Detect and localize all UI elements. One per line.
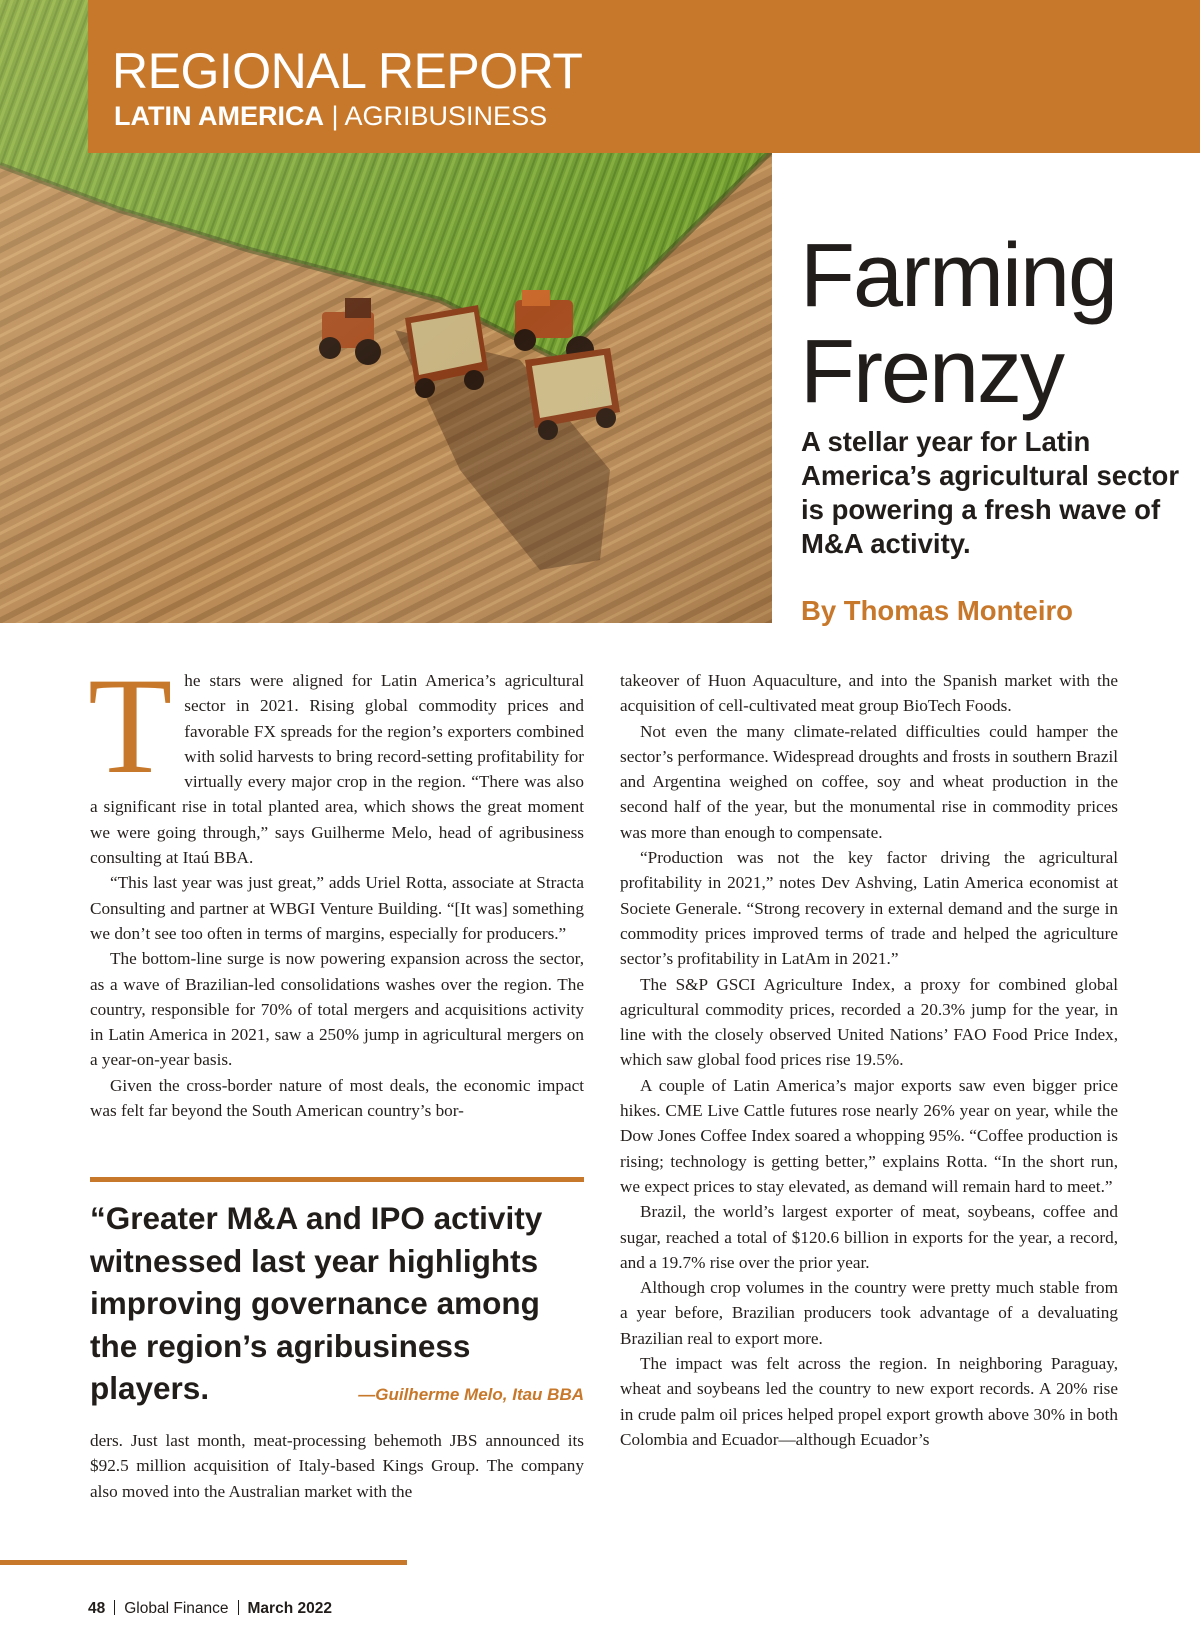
- body-paragraph: A couple of Latin America’s major exports saw even bigger price hikes. CME Live Cattle futures rose nearly 26% year on year, while the Dow Jones Coffee Index soared a whopping 95%. “Coffee production is rising; technology is getting better,” explains Rotta. “In the short run, we expect prices to stay elevated, as demand will remain hard to meet.”: [620, 1075, 1118, 1196]
- body-paragraph: Although crop volumes in the country were pretty much stable from a year before, Brazilian producers took advantage of a devaluating Brazilian real to export more.: [620, 1278, 1118, 1348]
- body-paragraph: Brazil, the world’s largest exporter of meat, soybeans, coffee and sugar, reached a total of $120.6 billion in exports for the year, a record, and a 19.7% rise over the prior year.: [620, 1202, 1118, 1272]
- page-footer: [88, 1600, 332, 1618]
- body-paragraph: ders. Just last month, meat-processing behemoth JBS announced its $92.5 million acquisition of Italy-based Kings Group. The company also moved into the Australian market with the: [90, 1431, 584, 1501]
- body-paragraph: “Production was not the key factor driving the agricultural profitability in 2021,” notes Dev Ashving, Latin America economist at Societe Generale. “Strong recovery in external demand and the surge in commodity prices improved terms of trade and helped the agriculture sector’s profitability in LatAm in 2021.”: [620, 848, 1118, 969]
- body-paragraph-text: he stars were aligned for Latin America’s agricultural sector in 2021. Rising global commodity prices and favorable FX spreads for the region’s exporters combined with solid harvests to bring record-setting profitability for virtually every major crop in the region. “There was also a significant rise in total planted area, which shows the great moment we were going through,” says Guilherme Melo, head of agribusiness consulting at Itaú BBA.: [90, 671, 584, 868]
- body-paragraph: Given the cross-border nature of most deals, the economic impact was felt far beyond the South American country’s bor-: [90, 1075, 584, 1121]
- body-paragraph: Not even the many climate-related difficulties could hamper the sector’s performance. Widespread droughts and frosts in southern Brazil and Argentina weighed on coffee, soy and wheat production in the second half of the year, but the monumental rise in commodity prices was more than enough to compensate.: [620, 721, 1118, 842]
- section-subkicker: [114, 101, 547, 131]
- drop-cap: T: [88, 649, 173, 802]
- issue-date: March 2022: [247, 1600, 332, 1617]
- body-paragraph: The impact was felt across the region. In neighboring Paraguay, wheat and soybeans led the country to new export records. A 20% rise in crude palm oil prices helped propel export growth above 30% in both Colombia and Ecuador—although Ecuador’s: [620, 1354, 1118, 1449]
- article-byline: By Thomas Monteiro: [801, 595, 1073, 626]
- body-paragraph: The S&P GSCI Agriculture Index, a proxy for combined global agricultural commodity prices, recorded a 20.3% jump for the year, in line with the closely observed United Nations’ FAO Food Price Index, which saw global food prices rise 19.5%.: [620, 974, 1118, 1070]
- sector-label: AGRIBUSINESS: [344, 101, 548, 131]
- body-paragraph: The bottom-line surge is now powering expansion across the sector, as a wave of Brazilian-led consolidations washes over the region. The country, responsible for 70% of total mergers and acquisitions activity in Latin America in 2021, saw a 250% jump in agricultural mergers on a year-on-year basis.: [90, 949, 584, 1070]
- footer-separator: [114, 1600, 115, 1615]
- pullquote-rule: [90, 1177, 584, 1182]
- region-label: LATIN AMERICA: [114, 101, 324, 131]
- subkicker-separator: |: [331, 101, 339, 131]
- body-paragraph: “This last year was just great,” adds Uriel Rotta, associate at Stracta Consulting and partner at WBGI Venture Building. “[It was] something we don’t see too often in terms of margins, especially for producers.”: [90, 873, 584, 943]
- section-kicker: REGIONAL REPORT: [112, 43, 583, 99]
- pullquote-attribution: —Guilherme Melo, Itau BBA: [358, 1385, 584, 1404]
- article-dek: A stellar year for Latin America’s agricultural sector is powering a fresh wave of M&A activity.: [801, 426, 1180, 559]
- pullquote-text: “Greater M&A and IPO activity witnessed last year highlights improving governance among the region’s agribusiness players.: [90, 1200, 543, 1406]
- article-title: Farming Frenzy: [800, 226, 1117, 422]
- body-paragraph: [88, 649, 584, 870]
- section-header-band: [88, 0, 1200, 153]
- footer-separator: [238, 1600, 239, 1615]
- page-number: 48: [88, 1600, 106, 1617]
- pullquote: [90, 1197, 584, 1417]
- body-column-left-top: [88, 649, 584, 1123]
- footer-rule: [0, 1560, 407, 1565]
- body-column-right: [620, 668, 1118, 1452]
- publication-name: Global Finance: [124, 1600, 229, 1617]
- body-column-left-bottom: [90, 1428, 584, 1504]
- body-paragraph: takeover of Huon Aquaculture, and into the Spanish market with the acquisition of cell-cultivated meat group BioTech Foods.: [620, 671, 1118, 716]
